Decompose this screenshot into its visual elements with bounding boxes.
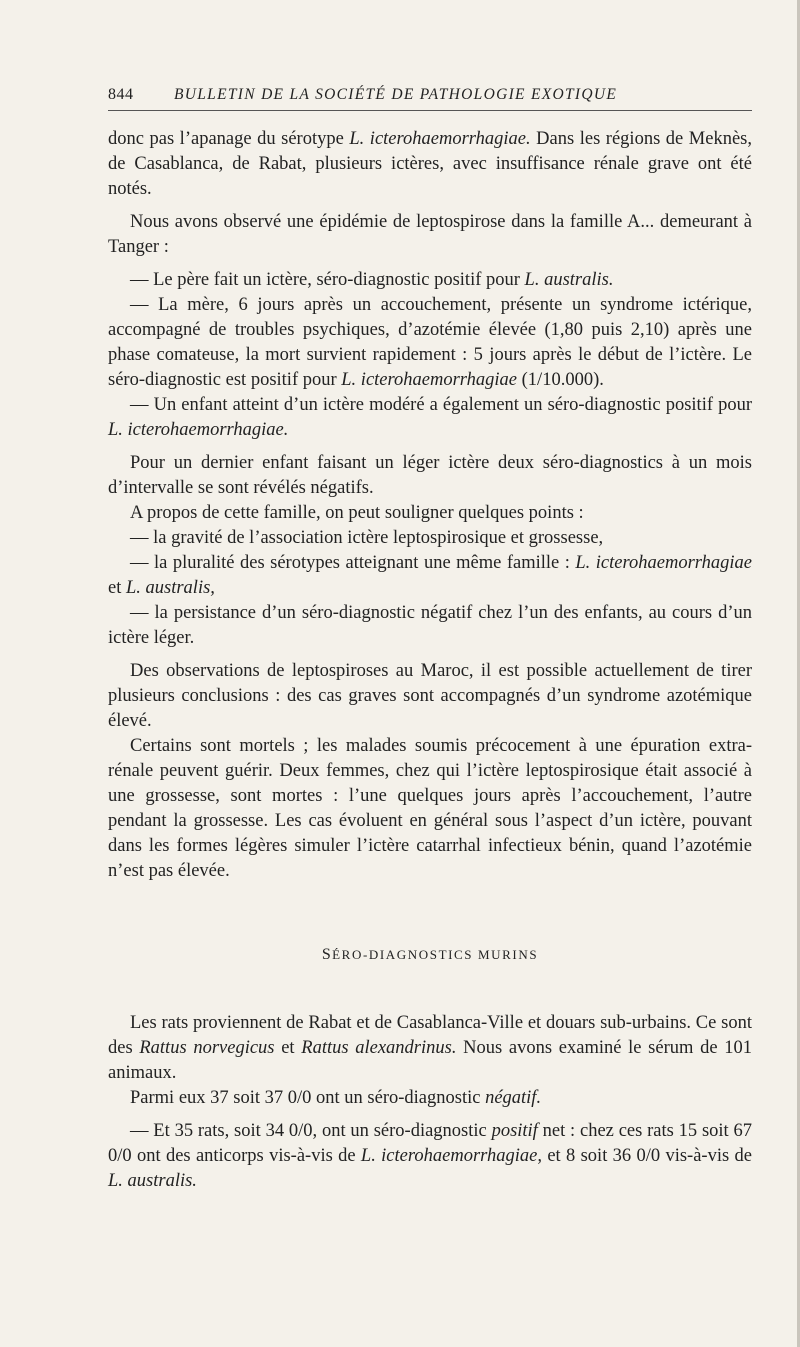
header-rule bbox=[108, 110, 752, 111]
species-name: L. australis, bbox=[125, 578, 215, 598]
article-body bbox=[108, 127, 752, 1194]
paragraph-11: Des observations de leptospiroses au Maroc, il est possible actuellement de tirer plusieurs conclusions : des cas graves sont accompagnés d’un syndrome azotémique élevé. bbox=[108, 661, 752, 731]
paragraph-9: — la pluralité des sérotypes atteignant une même famille : L. icterohaemorrhagiae et L. australis, bbox=[108, 553, 752, 598]
running-title: BULLETIN DE LA SOCIÉTÉ DE PATHOLOGIE EXOTIQUE bbox=[174, 86, 618, 103]
paragraph-2: Nous avons observé une épidémie de leptospirose dans la famille A... demeurant à Tanger : bbox=[108, 212, 752, 257]
paragraph-12: Certains sont mortels ; les malades soumis précocement à une épuration extra-rénale peuvent guérir. Deux femmes, chez qui l’ictère leptospirosique était associé à une grossesse, sont mortes : l’une quelques jours après l’accouchement, l’autre pendant la grossesse. Les cas évoluent en général sous l’aspect d’un ictère, pouvant dans les formes légères simuler l’ictère catarrhal infectieux bénin, quand l’azotémie n’est pas élevée. bbox=[108, 736, 752, 881]
paragraph-14: Parmi eux 37 soit 37 0/0 ont un séro-diagnostic négatif. bbox=[130, 1088, 542, 1108]
species-name: L. icterohaemorrhagiae, bbox=[360, 1146, 542, 1166]
section-title: SÉRO-DIAGNOSTICS MURINS bbox=[321, 946, 539, 963]
emphasis: positif bbox=[491, 1121, 538, 1141]
emphasis: négatif. bbox=[485, 1088, 542, 1108]
species-name: L. icterohaemorrhagiae bbox=[575, 553, 752, 573]
species-name: L. australis. bbox=[108, 1171, 197, 1191]
paragraph-8: — la gravité de l’association ictère leptospirosique et grossesse, bbox=[130, 528, 604, 548]
paragraph-15: — Et 35 rats, soit 34 0/0, ont un séro-diagnostic positif net : chez ces rats 15 soit 67 0/0 ont des anticorps vis-à-vis de L. icterohaemorrhagiae, et 8 soit 36 0/0 vis-à-vis de L. australis. bbox=[108, 1121, 753, 1191]
species-name: L. icterohaemorrhagiae. bbox=[349, 129, 531, 149]
paragraph-3: — Le père fait un ictère, séro-diagnostic positif pour L. australis. bbox=[130, 270, 614, 290]
paragraph-1: donc pas l’apanage du sérotype L. icterohaemorrhagiae. Dans les régions de Meknès, de Casablanca, de Rabat, plusieurs ictères, avec insuffisance rénale grave ont été notés. bbox=[108, 129, 752, 199]
species-name: L. icterohaemorrhagiae bbox=[341, 370, 518, 390]
paragraph-6: Pour un dernier enfant faisant un léger ictère deux séro-diagnostics à un mois d’intervalle se sont révélés négatifs. bbox=[108, 453, 752, 498]
species-name: Rattus norvegicus bbox=[139, 1038, 275, 1058]
species-name: Rattus alexandrinus. bbox=[301, 1038, 457, 1058]
species-name: L. australis. bbox=[524, 270, 614, 290]
paragraph-4: — La mère, 6 jours après un accouchement, présente un syndrome ictérique, accompagné de troubles psychiques, d’azotémie élevée (1,80 puis 2,10) après une phase comateuse, la mort survient rapidement : 5 jours après le début de l’ictère. Le séro-diagnostic est positif pour L. icterohaemorrhagiae (1/10.000). bbox=[108, 295, 752, 390]
species-name: L. icterohaemorrhagiae. bbox=[108, 420, 289, 440]
paragraph-5: — Un enfant atteint d’un ictère modéré a également un séro-diagnostic positif pour L. icterohaemorrhagiae. bbox=[108, 395, 752, 440]
paragraph-13: Les rats proviennent de Rabat et de Casablanca-Ville et douars sub-urbains. Ce sont des Rattus norvegicus et Rattus alexandrinus. Nous avons examiné le sérum de 101 animaux. bbox=[108, 1013, 752, 1083]
paragraph-10: — la persistance d’un séro-diagnostic négatif chez l’un des enfants, au cours d’un ictère léger. bbox=[108, 603, 752, 648]
running-header bbox=[108, 86, 752, 110]
page-number: 844 bbox=[108, 86, 134, 103]
paragraph-7: A propos de cette famille, on peut souligner quelques points : bbox=[130, 503, 584, 523]
